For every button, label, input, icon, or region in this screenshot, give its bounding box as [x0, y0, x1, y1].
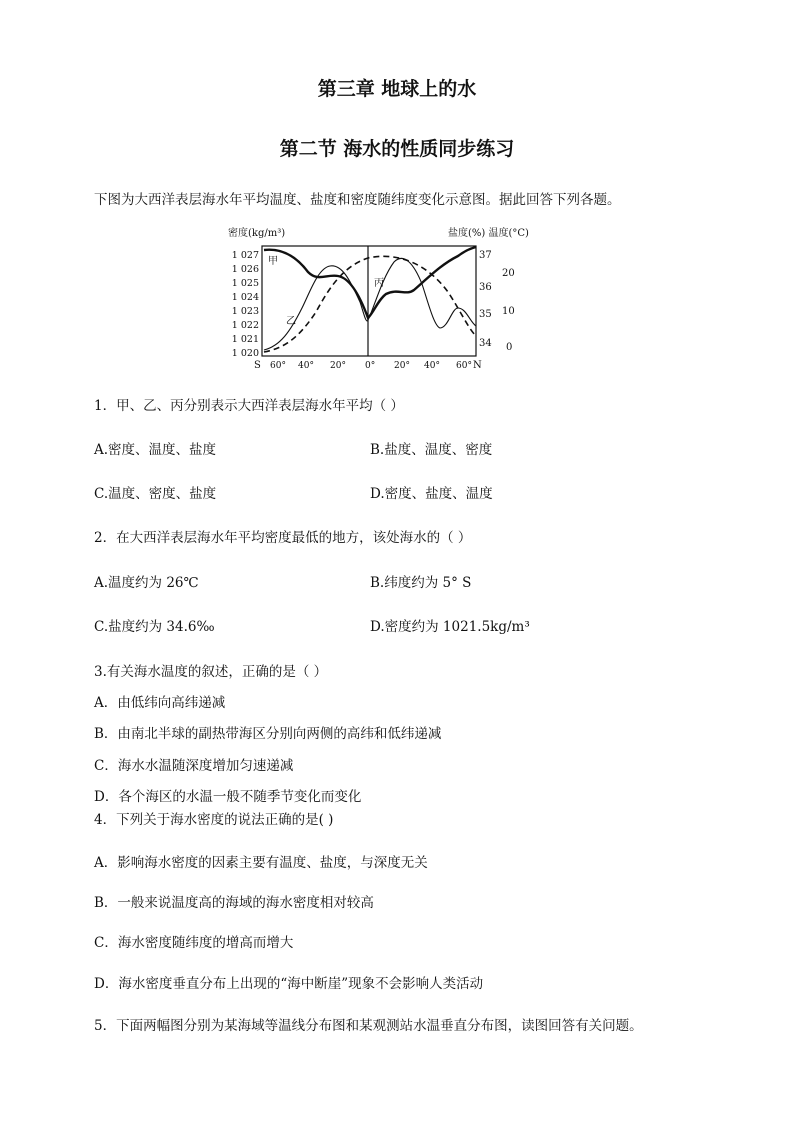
density-tick: 1 022	[231, 320, 259, 331]
right-axis-label: 盐度(%) 温度(°C)	[448, 228, 529, 239]
question-1-stem: 1．甲、乙、丙分别表示大西洋表层海水年平均（ ）	[94, 398, 404, 414]
question-3-option-d: D．各个海区的水温一般不随季节变化而变化	[94, 789, 362, 805]
question-4-option-a: A．影响海水密度的因素主要有温度、盐度，与深度无关	[94, 855, 428, 871]
question-3-option-a: A．由低纬向高纬递减	[94, 695, 226, 711]
question-4-option-d: D．海水密度垂直分布上出现的“海中断崖”现象不会影响人类活动	[94, 976, 484, 992]
density-tick: 1 025	[231, 278, 259, 289]
density-tick: 1 023	[231, 306, 259, 317]
salinity-tick: 34	[479, 338, 492, 349]
density-curve	[264, 247, 476, 318]
question-3-option-c: C．海水水温随深度增加匀速递减	[94, 758, 294, 774]
question-2-option-d: D.密度约为 1021.5kg/m³	[370, 619, 530, 635]
x-tick: 60°	[270, 361, 286, 371]
salinity-tick: 36	[479, 282, 492, 293]
salinity-curve	[264, 258, 476, 350]
x-tick: 60°	[456, 361, 472, 371]
density-tick: 1 021	[231, 334, 259, 345]
density-tick: 1 026	[231, 264, 259, 275]
question-1-option-c: C.温度、密度、盐度	[94, 486, 217, 502]
x-tick: N	[473, 360, 482, 371]
chapter-title: 第三章 地球上的水	[317, 78, 477, 100]
section-title: 第二节 海水的性质同步练习	[279, 138, 515, 160]
question-4-option-b: B．一般来说温度高的海域的海水密度相对较高	[94, 895, 374, 911]
question-1-option-a: A.密度、温度、盐度	[94, 442, 217, 458]
question-3-stem: 3.有关海水温度的叙述，正确的是（ ）	[94, 664, 328, 680]
x-tick: S	[254, 360, 261, 371]
temperature-curve	[264, 256, 476, 352]
intro-text: 下图为大西洋表层海水年平均温度、盐度和密度随纬度变化示意图。据此回答下列各题。	[94, 192, 621, 208]
question-2-option-b: B.纬度约为 5° S	[370, 575, 472, 591]
temperature-tick: 10	[502, 306, 515, 317]
x-tick: 40°	[424, 361, 440, 371]
question-2-stem: 2．在大西洋表层海水年平均密度最低的地方，该处海水的（ ）	[94, 530, 472, 546]
question-1-option-d: D.密度、盐度、温度	[370, 486, 493, 502]
question-2-option-c: C.盐度约为 34.6‰	[94, 619, 215, 635]
temperature-tick: 20	[502, 268, 515, 279]
question-3-option-b: B．由南北半球的副热带海区分别向两侧的高纬和低纬递减	[94, 726, 442, 742]
question-1-option-b: B.盐度、温度、密度	[370, 442, 493, 458]
temperature-tick: 0	[506, 342, 513, 353]
salinity-tick: 37	[479, 250, 492, 261]
curve-label-jia: 甲	[268, 256, 278, 267]
density-tick: 1 024	[231, 292, 259, 303]
curve-label-yi: 乙	[286, 316, 296, 327]
plot-frame	[262, 246, 476, 356]
x-tick: 20°	[394, 361, 410, 371]
atlantic-surface-chart	[226, 222, 534, 372]
question-5-stem: 5．下面两幅图分别为某海域等温线分布图和某观测站水温垂直分布图，读图回答有关问题。	[94, 1018, 643, 1034]
x-tick: 20°	[330, 361, 346, 371]
density-tick: 1 020	[231, 348, 259, 359]
question-4-option-c: C．海水密度随纬度的增高而增大	[94, 935, 294, 951]
salinity-tick: 35	[479, 309, 492, 320]
left-axis-label: 密度(kg/m³)	[228, 228, 286, 239]
x-tick: 0°	[365, 361, 376, 371]
curve-label-bing: 丙	[374, 278, 384, 289]
density-tick: 1 027	[231, 250, 259, 261]
question-2-option-a: A.温度约为 26℃	[94, 575, 199, 591]
question-4-stem: 4．下列关于海水密度的说法正确的是( )	[94, 812, 334, 828]
x-tick: 40°	[298, 361, 314, 371]
